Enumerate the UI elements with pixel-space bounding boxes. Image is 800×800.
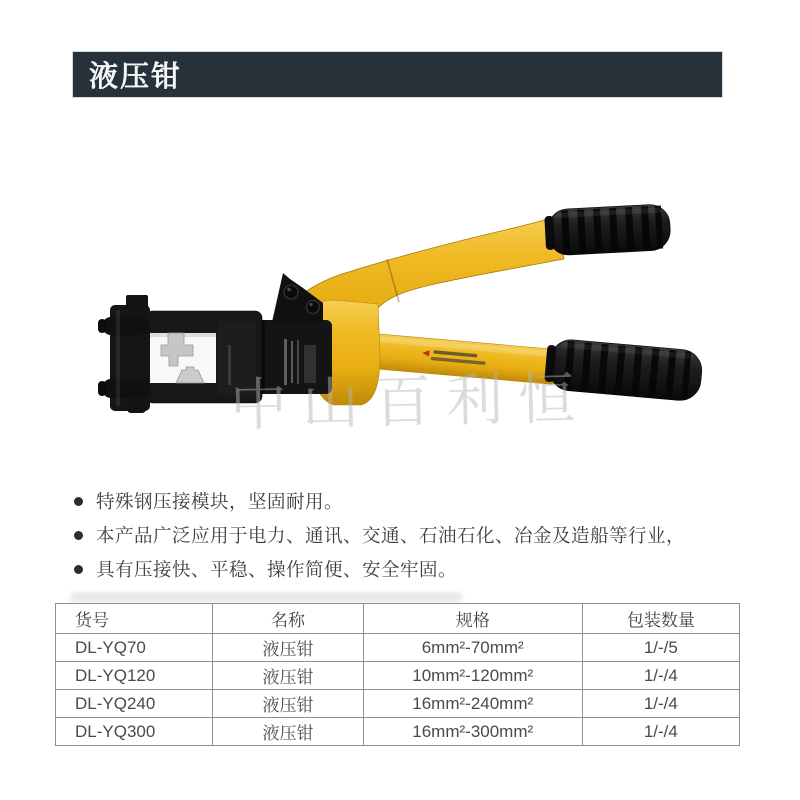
cell-spec: 16mm²-300mm²: [363, 718, 582, 746]
cell-name: 液压钳: [213, 690, 363, 718]
linkage-pivot: [272, 273, 323, 323]
feature-item: [74, 484, 685, 518]
table-row: [56, 718, 740, 746]
cell-spec: 6mm²-70mm²: [363, 634, 582, 662]
cell-item-no: DL-YQ120: [56, 662, 213, 690]
col-header-spec: 规格: [363, 604, 582, 634]
table-header-row: [56, 604, 740, 634]
bullet-icon: [74, 531, 83, 540]
cell-item-no: DL-YQ240: [56, 690, 213, 718]
cell-packing: 1/-/4: [582, 718, 739, 746]
faint-watermark-smudge: [70, 592, 462, 603]
feature-text: 具有压接快、平稳、操作简便、安全牢固。: [96, 559, 458, 580]
cell-packing: 1/-/4: [582, 662, 739, 690]
lower-grip: [544, 338, 704, 402]
cell-name: 液压钳: [213, 718, 363, 746]
spec-table: [55, 603, 740, 746]
clevis-jaw: [98, 295, 150, 413]
product-image-area: [90, 155, 720, 475]
hydraulic-crimper-image: [90, 155, 720, 475]
lower-handle: [364, 322, 703, 402]
cell-item-no: DL-YQ70: [56, 634, 213, 662]
feature-item: [74, 518, 685, 552]
table-row: [56, 634, 740, 662]
bullet-icon: [74, 565, 83, 574]
crimping-head: [146, 311, 262, 403]
hydraulic-cylinder: [256, 320, 332, 394]
feature-text: 本产品广泛应用于电力、通讯、交通、石油石化、冶金及造船等行业，: [96, 525, 686, 546]
cell-spec: 16mm²-240mm²: [363, 690, 582, 718]
table-row: [56, 662, 740, 690]
table-row: [56, 690, 740, 718]
cell-packing: 1/-/5: [582, 634, 739, 662]
col-header-item-no: 货号: [56, 604, 213, 634]
col-header-name: 名称: [213, 604, 363, 634]
feature-text: 特殊钢压接模块，坚固耐用。: [96, 491, 344, 512]
upper-grip: [544, 204, 671, 256]
cell-item-no: DL-YQ300: [56, 718, 213, 746]
col-header-packing: 包装数量: [582, 604, 739, 634]
feature-list: [74, 484, 685, 586]
cell-name: 液压钳: [213, 634, 363, 662]
cell-name: 液压钳: [213, 662, 363, 690]
section-title-bar: [73, 52, 722, 97]
watermark-text: 中山百利恒: [229, 366, 591, 439]
page-title: 液压钳: [89, 61, 183, 93]
pivot-bolt: [307, 301, 320, 314]
cell-spec: 10mm²-120mm²: [363, 662, 582, 690]
pivot-bolt: [284, 285, 298, 299]
feature-item: [74, 552, 685, 586]
cell-packing: 1/-/4: [582, 690, 739, 718]
bullet-icon: [74, 497, 83, 506]
